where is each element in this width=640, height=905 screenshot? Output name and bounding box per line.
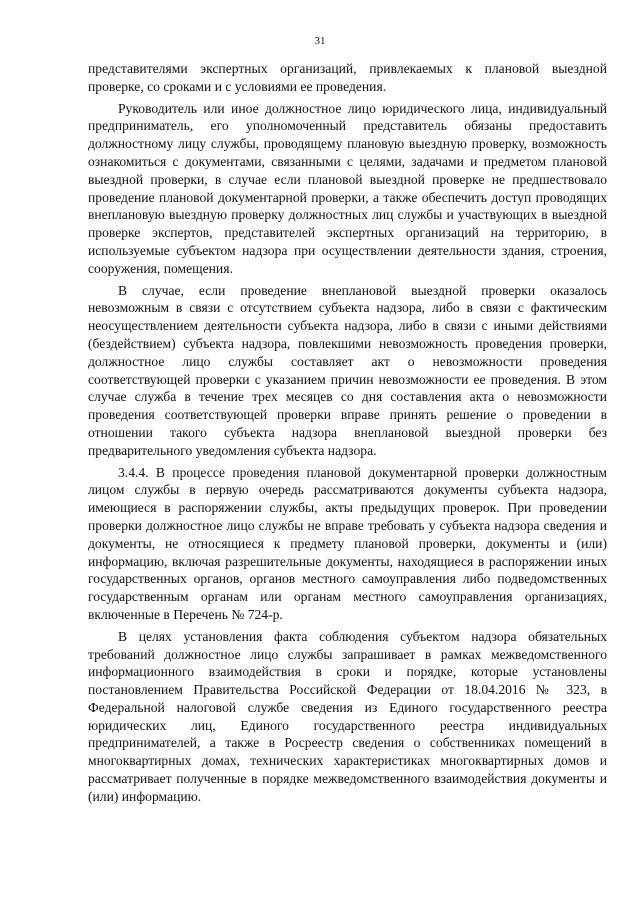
paragraph-interagency-request: В целях установления факта соблюдения субъектом надзора обязательных требований должностное лицо службы запрашивает в рамках межведомственного информационного взаимодействия в сроки и порядке, которые установлены постановлением Правительства Российской Федерации от 18.04.2016 № 323, в Федеральной налоговой службе сведения из Единого государственного реестра юридических лиц, Единого государственного реестра индивидуальных предпринимателей, а также в Росреестр сведения о собственниках помещений в многоквартирных домах, технических характеристиках многоквартирных домов и рассматривает полученные в порядке межведомственного взаимодействия документы и (или) информацию. [88,628,607,804]
document-body [88,60,607,810]
paragraph-section-3-4-4: 3.4.4. В процессе проведения плановой документарной проверки должностным лицом службы в первую очередь рассматриваются документы субъекта надзора, имеющиеся в распоряжении службы, акты предыдущих проверок. При проведении проверки должностное лицо службы не вправе требовать у субъекта надзора сведения и документы, не относящиеся к предмету плановой проверки, документы и (или) информацию, включая разрешительные документы, находящиеся в распоряжении иных государственных органов, органов местного самоуправления либо подведомственных государственным органам или органам местного самоуправления организациях, включенные в Перечень № 724-р. [88,464,607,622]
page-number: 31 [314,35,326,47]
paragraph-inspection-access: Руководитель или иное должностное лицо юридического лица, индивидуальный предприниматель, его уполномоченный представитель обязаны предоставить должностному лицу службы, проводящему плановую выездную проверку, возможность ознакомиться с документами, связанными с целями, задачами и предметом плановой выездной проверки, в случае если плановой выездной проверке не предшествовало проведение плановой документарной проверки, а также обеспечить доступ проводящих внеплановую выездную проверку должностных лиц службы и участвующих в выездной проверке экспертов, представителей экспертных организаций на территорию, в используемые субъектом надзора при осуществлении деятельности здания, строения, сооружения, помещения. [88,100,607,276]
paragraph-continuation: представителями экспертных организаций, привлекаемых к плановой выездной проверке, со сроками и с условиями ее проведения. [88,61,607,94]
paragraph-impossible-inspection: В случае, если проведение внеплановой выездной проверки оказалось невозможным в связи с отсутствием субъекта надзора, либо в связи с фактическим неосуществлением деятельности субъекта надзора, либо в связи с иными действиями (бездействием) субъекта надзора, повлекшими невозможность проведения проверки, должностное лицо службы составляет акт о невозможности проведения соответствующей проверки с указанием причин невозможности ее проведения. В этом случае служба в течение трех месяцев со дня составления акта о невозможности проведения соответствующей проверки вправе принять решение о проведении в отношении такого субъекта надзора внеплановой выездной проверки без предварительного уведомления субъекта надзора. [88,282,607,458]
